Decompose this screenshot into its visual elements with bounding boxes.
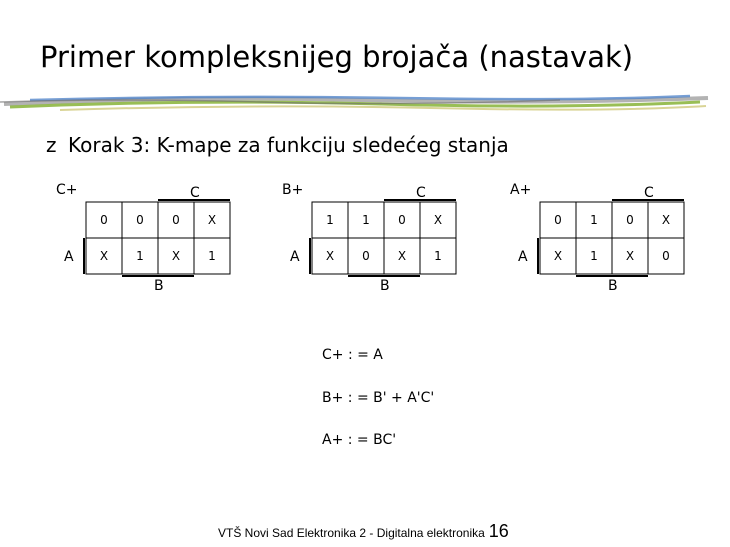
kmap-c-label: C	[644, 185, 654, 201]
kmap-c-plus	[54, 180, 244, 300]
kmap-cell: 1	[208, 249, 216, 263]
kmap-b-label: B	[608, 278, 618, 294]
kmap-cell: 1	[136, 249, 144, 263]
kmap-cell: 0	[626, 213, 634, 227]
kmap-cell: X	[99, 249, 109, 263]
kmap-output-label: C+	[56, 182, 78, 198]
kmap-c-label: C	[416, 185, 426, 201]
kmap-b-label: B	[154, 278, 164, 294]
kmap-cell: 1	[590, 213, 598, 227]
kmap-cell: 0	[554, 213, 562, 227]
kmap-cell: X	[553, 249, 563, 263]
kmap-output-label: B+	[282, 182, 304, 198]
kmap-cell: 0	[662, 249, 670, 263]
kmap-cell: X	[207, 213, 217, 227]
z-bullet-icon: z	[46, 133, 57, 157]
slide-footer	[218, 521, 509, 542]
kmap-cell: X	[661, 213, 671, 227]
kmap-cell: 1	[590, 249, 598, 263]
equation-a-plus: A+ : = BC'	[322, 432, 397, 448]
kmap-b-label: B	[380, 278, 390, 294]
kmap-cell: 1	[434, 249, 442, 263]
kmap-cell: 1	[362, 213, 370, 227]
kmap-b-plus	[280, 180, 470, 300]
equation-c-plus: C+ : = A	[322, 347, 383, 363]
kmap-cell: 0	[398, 213, 406, 227]
kmap-cell: 1	[326, 213, 334, 227]
kmap-output-label: A+	[510, 182, 532, 198]
kmap-a-label: A	[518, 249, 528, 265]
kmap-cell: X	[171, 249, 181, 263]
footer-text: VTŠ Novi Sad Elektronika 2 - Digitalna elektronika	[218, 526, 485, 540]
kmap-a-label: A	[290, 249, 300, 265]
kmap-cell: 0	[172, 213, 180, 227]
equation-b-plus: B+ : = B' + A'C'	[322, 390, 435, 406]
kmap-cell: 0	[136, 213, 144, 227]
kmap-cell: X	[397, 249, 407, 263]
page-number: 16	[488, 521, 509, 541]
kmap-cell: X	[325, 249, 335, 263]
title-underline-decoration	[0, 86, 730, 120]
kmap-cell: 0	[100, 213, 108, 227]
bullet-text: Korak 3: K-mape za funkciju sledećeg stanja	[68, 133, 509, 157]
kmap-cell: 0	[362, 249, 370, 263]
slide-title: Primer kompleksnijeg brojača (nastavak)	[40, 40, 634, 74]
bullet-row	[46, 133, 509, 157]
kmap-a-label: A	[64, 249, 74, 265]
kmap-cell: X	[433, 213, 443, 227]
kmap-c-label: C	[190, 185, 200, 201]
kmap-a-plus	[508, 180, 698, 300]
kmap-cell: X	[625, 249, 635, 263]
